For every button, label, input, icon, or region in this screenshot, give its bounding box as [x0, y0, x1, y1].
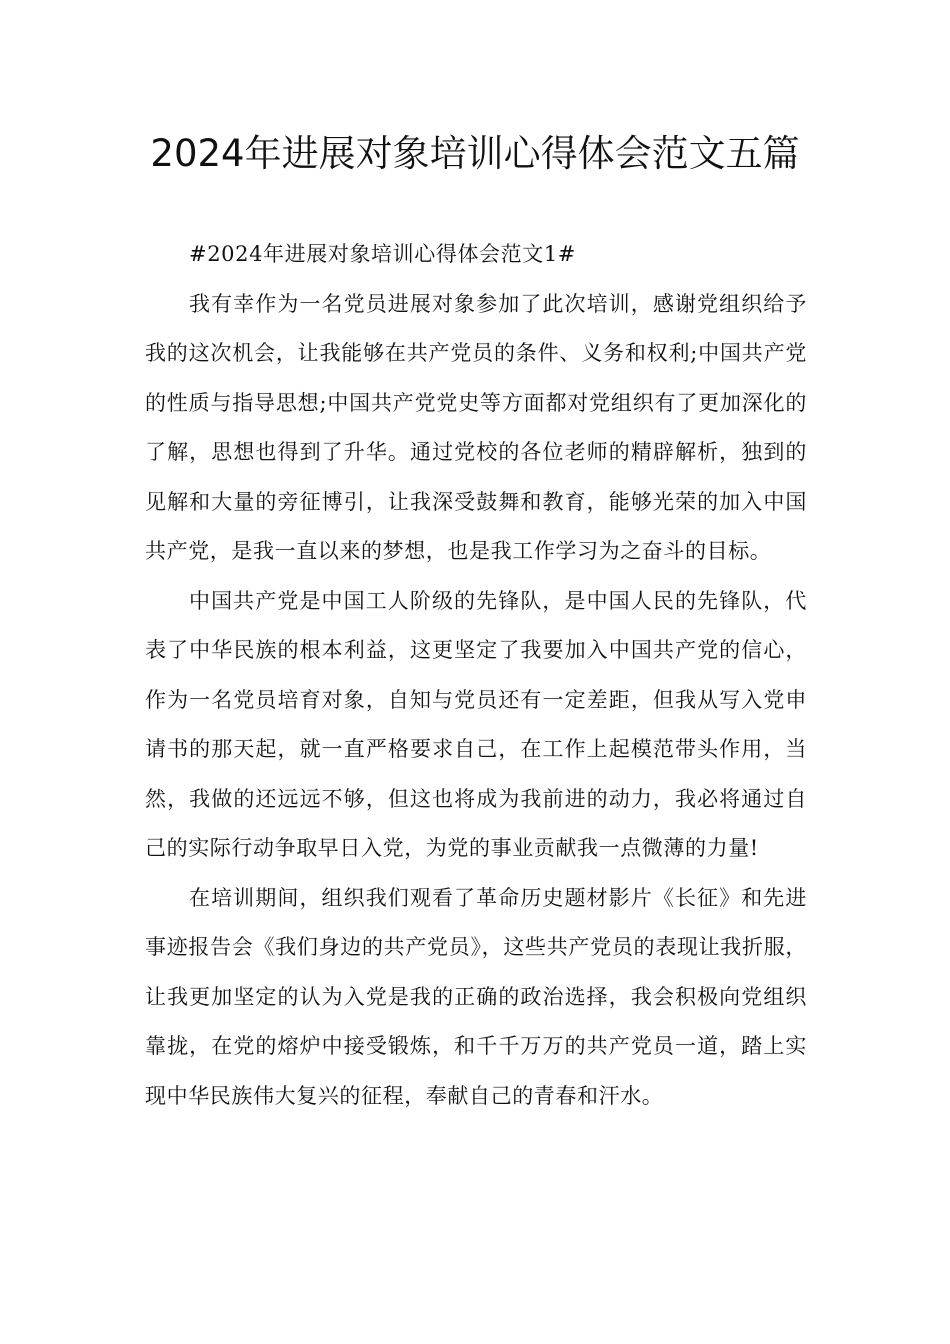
- paragraph-3: 在培训期间，组织我们观看了革命历史题材影片《长征》和先进事迹报告会《我们身边的共产党员》，这些共产党员的表现让我折服，让我更加坚定的认为入党是我的正确的政治选择，我会积极向党组织靠拢，在党的熔炉中接受锻炼，和千千万万的共产党员一道，踏上实现中华民族伟大复兴的征程，奉献自己的青春和汗水。: [145, 885, 807, 1108]
- document-title: 2024年进展对象培训心得体会范文五篇: [150, 132, 800, 175]
- paragraph-2: 中国共产党是中国工人阶级的先锋队，是中国人民的先锋队，代表了中华民族的根本利益，这更坚定了我要加入中国共产党的信心，作为一名党员培育对象，自知与党员还有一定差距，但我从写入党申请书的那天起，就一直严格要求自己，在工作上起模范带头作用，当然，我做的还远远不够，但这也将成为我前进的动力，我必将通过自己的实际行动争取早日入党，为党的事业贡献我一点微薄的力量!: [145, 588, 807, 860]
- document-body: [145, 230, 807, 1121]
- paragraph-1: 我有幸作为一名党员进展对象参加了此次培训，感谢党组织给予我的这次机会，让我能够在共产党员的条件、义务和权利;中国共产党的性质与指导思想;中国共产党党史等方面都对党组织有了更加深化的了解，思想也得到了升华。通过党校的各位老师的精辟解析，独到的见解和大量的旁征博引，让我深受鼓舞和教育，能够光荣的加入中国共产党，是我一直以来的梦想，也是我工作学习为之奋斗的目标。: [145, 291, 807, 563]
- section-heading: #2024年进展对象培训心得体会范文1#: [189, 242, 576, 266]
